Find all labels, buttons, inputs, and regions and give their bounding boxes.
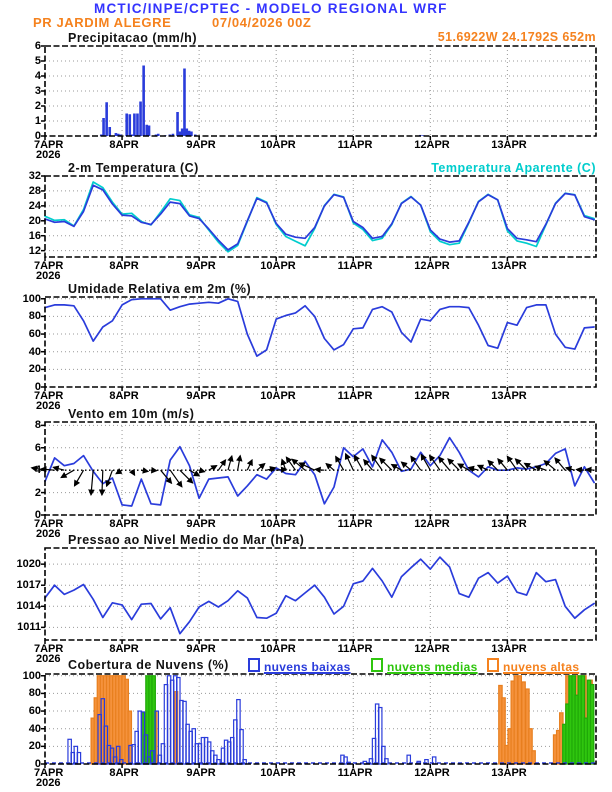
- y-tick-label: 8: [34, 419, 41, 431]
- x-tick-label: 12APR: [414, 518, 450, 530]
- x-tick-label: 10APR: [260, 518, 296, 530]
- x-tick-label: 10APR: [260, 643, 296, 655]
- legend-item-mid-clouds: [371, 658, 478, 674]
- x-tick-label: 7APR: [34, 643, 64, 655]
- y-tick-label: 1011: [17, 621, 41, 633]
- y-tick-label: 100: [22, 670, 41, 682]
- legend-label-low-clouds: nuvens baixas: [264, 660, 351, 674]
- y-tick-label: 100: [22, 293, 41, 305]
- x-tick-label: 10APR: [260, 260, 296, 272]
- x-tick-label: 13APR: [491, 260, 527, 272]
- y-tick-label: 80: [28, 687, 41, 699]
- x-tick-label: 13APR: [491, 390, 527, 402]
- y-tick-label: 0: [34, 509, 41, 521]
- x-tick-year-label: 2026: [36, 149, 61, 161]
- x-tick-label: 7APR: [34, 260, 64, 272]
- y-tick-label: 0: [34, 130, 41, 142]
- y-tick-label: 20: [28, 215, 41, 227]
- x-tick-label: 9APR: [186, 260, 216, 272]
- x-tick-label: 9APR: [186, 390, 216, 402]
- x-tick-label: 11APR: [337, 390, 373, 402]
- y-tick-label: 0: [34, 758, 41, 770]
- x-tick-label: 10APR: [260, 390, 296, 402]
- legend-label-high-clouds: nuvens altas: [503, 660, 580, 674]
- x-tick-year-label: 2026: [36, 528, 61, 540]
- x-tick-label: 12APR: [414, 260, 450, 272]
- x-tick-label: 8APR: [109, 767, 139, 779]
- low-clouds-swatch-icon: [248, 658, 260, 672]
- x-tick-label: 8APR: [109, 390, 139, 402]
- x-tick-label: 11APR: [337, 643, 373, 655]
- x-tick-label: 12APR: [414, 767, 450, 779]
- x-tick-label: 9APR: [186, 518, 216, 530]
- x-tick-label: 8APR: [109, 643, 139, 655]
- y-tick-label: 6: [34, 442, 41, 454]
- x-tick-label: 13APR: [491, 518, 527, 530]
- x-tick-label: 13APR: [491, 643, 527, 655]
- panel-title-humidity: Umidade Relativa em 2m (%): [68, 282, 252, 296]
- y-tick-label: 40: [28, 723, 41, 735]
- y-tick-label: 2: [34, 100, 41, 112]
- x-tick-label: 11APR: [337, 767, 373, 779]
- x-tick-label: 12APR: [414, 390, 450, 402]
- x-tick-label: 8APR: [109, 518, 139, 530]
- x-tick-label: 9APR: [186, 643, 216, 655]
- panel-title-precipitation: Precipitacao (mm/h): [68, 31, 197, 45]
- mid-clouds-swatch-icon: [371, 658, 383, 672]
- x-tick-label: 13APR: [491, 767, 527, 779]
- panel-title-clouds: Cobertura de Nuvens (%): [68, 658, 229, 672]
- x-tick-label: 11APR: [337, 260, 373, 272]
- x-tick-label: 8APR: [109, 260, 139, 272]
- y-tick-label: 6: [34, 40, 41, 52]
- x-tick-label: 10APR: [260, 767, 296, 779]
- x-tick-label: 7APR: [34, 518, 64, 530]
- x-tick-label: 11APR: [337, 139, 373, 151]
- y-tick-label: 60: [28, 328, 41, 340]
- y-tick-label: 3: [34, 85, 41, 97]
- x-tick-label: 8APR: [109, 139, 139, 151]
- y-tick-label: 16: [28, 230, 41, 242]
- legend-item-low-clouds: [248, 658, 351, 674]
- x-tick-label: 7APR: [34, 767, 64, 779]
- x-tick-label: 7APR: [34, 139, 64, 151]
- high-clouds-swatch-icon: [487, 658, 499, 672]
- panel-title-wind: Vento em 10m (m/s): [68, 407, 195, 421]
- x-tick-year-label: 2026: [36, 653, 61, 665]
- x-tick-label: 11APR: [337, 518, 373, 530]
- x-tick-label: 13APR: [491, 139, 527, 151]
- x-tick-label: 10APR: [260, 139, 296, 151]
- x-tick-label: 9APR: [186, 767, 216, 779]
- x-tick-label: 9APR: [186, 139, 216, 151]
- x-tick-label: 12APR: [414, 643, 450, 655]
- station-name: PR JARDIM ALEGRE: [33, 15, 172, 30]
- y-tick-label: 12: [28, 245, 41, 257]
- page-title: MCTIC/INPE/CPTEC - MODELO REGIONAL WRF: [94, 1, 448, 16]
- y-tick-label: 20: [28, 740, 41, 752]
- y-tick-label: 4: [34, 70, 41, 82]
- x-tick-label: 12APR: [414, 139, 450, 151]
- y-tick-label: 32: [28, 170, 41, 182]
- x-tick-label: 7APR: [34, 390, 64, 402]
- y-tick-label: 5: [34, 55, 41, 67]
- panel-title-pressure: Pressao ao Nivel Medio do Mar (hPa): [68, 533, 305, 547]
- y-tick-label: 1017: [16, 579, 41, 591]
- y-tick-label: 20: [28, 363, 41, 375]
- y-tick-label: 80: [28, 310, 41, 322]
- y-tick-label: 0: [34, 381, 41, 393]
- y-tick-label: 1014: [16, 600, 41, 612]
- legend-label-mid-clouds: nuvens medias: [387, 660, 478, 674]
- panel-title-apparent-temperature: Temperatura Aparente (C): [431, 161, 596, 175]
- legend-item-high-clouds: [487, 658, 579, 674]
- y-tick-label: 24: [28, 200, 41, 212]
- y-tick-label: 4: [34, 464, 41, 476]
- y-tick-label: 28: [28, 185, 41, 197]
- y-tick-label: 1: [34, 115, 41, 127]
- y-tick-label: 2: [34, 487, 41, 499]
- y-tick-label: 1020: [16, 558, 41, 570]
- location-coordinates: 51.6922W 24.1792S 652m: [437, 30, 596, 44]
- run-datetime: 07/04/2026 00Z: [212, 15, 312, 30]
- x-tick-year-label: 2026: [36, 777, 61, 789]
- x-tick-year-label: 2026: [36, 400, 61, 412]
- y-tick-label: 40: [28, 346, 41, 358]
- y-tick-label: 60: [28, 705, 41, 717]
- panel-title-temperature: 2-m Temperatura (C): [68, 161, 199, 175]
- x-tick-year-label: 2026: [36, 270, 61, 282]
